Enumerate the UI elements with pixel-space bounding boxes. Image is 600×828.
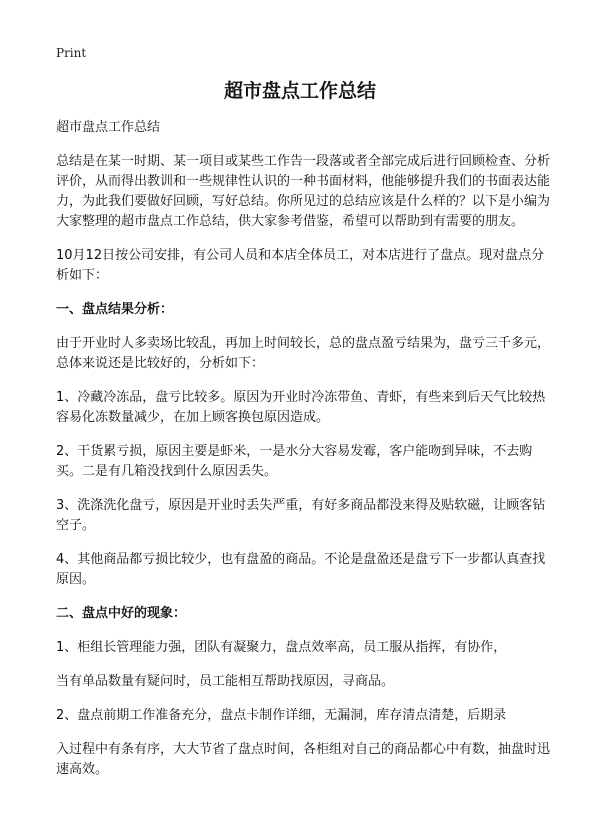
paragraph: 入过程中有条有序，大大节省了盘点时间，各柜组对自己的商品都心中有数，抽盘时迅速高效。: [56, 742, 551, 777]
paragraph: 当有单品数量有疑问时，员工能相互帮助找原因，寻商品。: [56, 674, 395, 689]
section-heading: 一、盘点结果分析：: [56, 302, 174, 317]
print-link[interactable]: Print: [56, 46, 87, 60]
page-title: 超市盘点工作总结: [223, 80, 376, 102]
section-heading: 二、盘点中好的现象：: [56, 606, 187, 621]
paragraph: 4、其他商品都亏损比较少，也有盘盈的商品。不论是盘盈还是盘亏下一步都认真查找原因。: [56, 552, 546, 587]
paragraph: 总结是在某一时期、某一项目或某些工作告一段落或者全部完成后进行回顾检查、分析评价，从而得出教训和一些规律性认识的一种书面材料，他能够提升我们的书面表达能力，为此我们要做好回顾，写好总结。你所见过的总结应该是什么样的？以下是小编为大家整理的超市盘点工作总结，供大家参考借鉴，希望可以帮助到有需要的朋友。: [56, 154, 551, 229]
paragraph: 10月12日按公司安排，有公司人员和本店全体员工，对本店进行了盘点。现对盘点分析如下：: [56, 248, 545, 283]
article-body: [56, 118, 550, 794]
paragraph: 1、冷藏冷冻品，盘亏比较多。原因为开业时冷冻带鱼、青虾，有些来到后天气比较热容易化冻数量减少，在加上顾客换包原因造成。: [56, 390, 546, 425]
paragraph: 2、干货累亏损，原因主要是虾米，一是水分大容易发霉，客户能吻到异味，不去购买。二是有几箱没找到什么原因丢失。: [56, 444, 533, 479]
paragraph: 1、柜组长管理能力强，团队有凝聚力，盘点效率高，员工服从指挥，有协作，: [56, 640, 507, 655]
paragraph: 超市盘点工作总结: [56, 120, 161, 135]
paragraph: 3、洗涤洗化盘亏，原因是开业时丢失严重，有好多商品都没来得及贴软磁，让顾客钻空子。: [56, 498, 546, 533]
paragraph: 由于开业时人多卖场比较乱，再加上时间较长，总的盘点盈亏结果为，盘亏三千多元，总体来说还是比较好的，分析如下：: [56, 336, 551, 371]
paragraph: 2、盘点前期工作准备充分，盘点卡制作详细，无漏洞，库存清点清楚，后期录: [56, 708, 507, 723]
